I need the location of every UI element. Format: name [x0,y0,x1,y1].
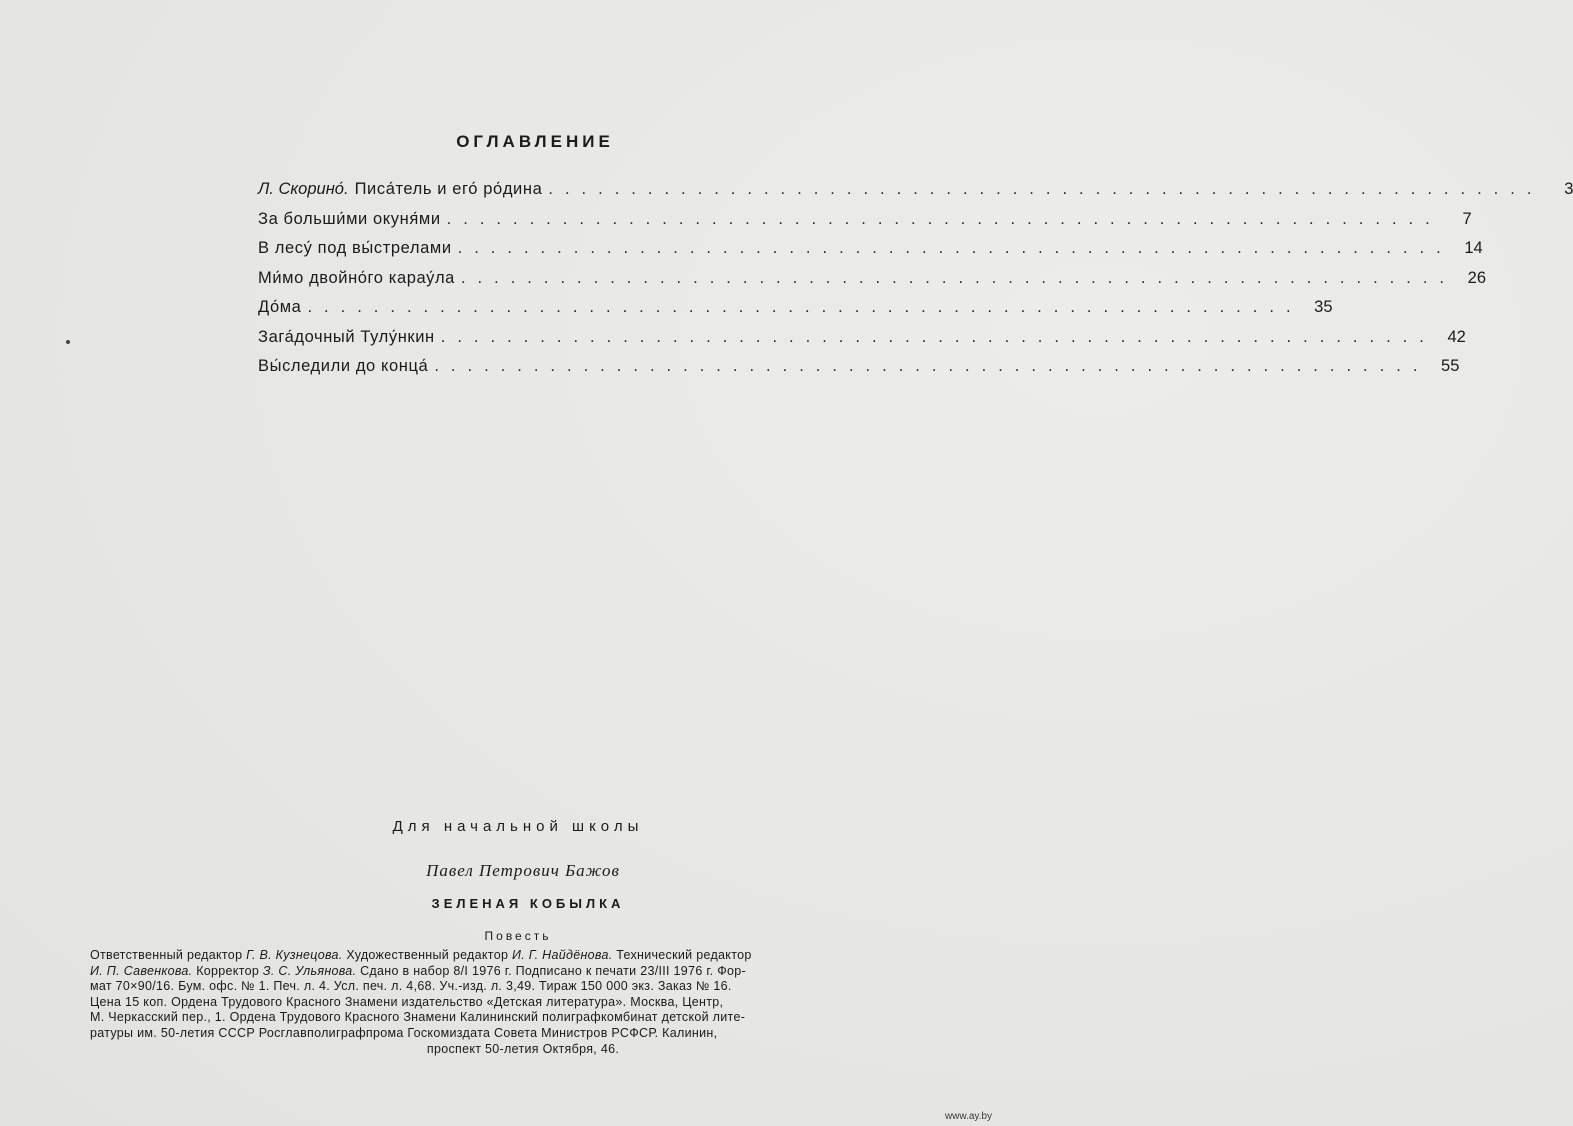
toc-entry-title: Вы́следили до конца́ [258,357,429,375]
toc-leader-dots: ............................................................ [460,268,1457,287]
toc-entry-page: 7 [1462,209,1472,228]
author-name: Павел Петрович Бажов [426,861,620,880]
imprint-line [90,979,956,995]
imprint-person-name: Г. В. Кузнецова. [246,948,343,962]
toc-entry-title: Ми́мо двойно́го карау́ла [258,268,455,287]
watermark: www.ay.by [944,1111,992,1122]
toc-heading: ОГЛАВЛЕНИЕ [456,132,614,151]
imprint-text: мат 70×90/16. Бум. офс. № 1. Печ. л. 4. Усл. печ. л. 4,68. Уч.-изд. л. 3,49. Тираж 150 000 экз. Заказ № 16. [90,979,732,994]
toc-entry-page: 42 [1447,327,1466,346]
imprint-text: Цена 15 коп. Ордена Трудового Красного Знамени издательство «Детская литература». Москва, Центр, [90,994,724,1009]
toc-entry-page: 55 [1441,357,1460,375]
toc-entry-page: 26 [1467,268,1487,287]
toc-entry-title: В лесу́ под вы́стрелами [258,239,452,257]
toc-entry-page: 14 [1464,239,1483,257]
toc-entry [258,327,1466,358]
toc-entry [258,209,1472,240]
toc-leader-dots: ............................................................ [440,327,1436,346]
imprint-line [90,1010,956,1026]
imprint-text: Корректор [192,963,263,978]
toc-leader-dots: ............................................................ [307,298,1303,316]
imprint-line [90,1042,956,1058]
toc-entry-title: До́ма [258,298,302,316]
imprint-text: Технический редактор [612,948,752,962]
imprint-text: Художественный редактор [342,948,512,962]
imprint-person-name: И. П. Савенкова. [90,963,193,978]
book-title: ЗЕЛЕНАЯ КОБЫЛКА [431,896,625,911]
ink-speck [66,340,70,344]
imprint-person-name: З. С. Ульянова. [262,963,357,978]
audience-line: Для начальной школы [392,818,644,835]
toc-entry [258,268,1487,299]
genre-label: Повесть [484,929,552,943]
table-of-contents [258,180,1573,387]
imprint-text: Ответственный редактор [90,948,247,962]
toc-leader-dots: ............................................................ [457,239,1453,257]
imprint-text: Сдано в набор 8/I 1976 г. Подписано к печати 23/III 1976 г. Фор- [356,963,746,978]
toc-entry [258,239,1483,269]
toc-entry-title: Писа́тель и его́ ро́дина [354,180,543,198]
imprint-person-name: И. Г. Найдёнова. [511,948,613,962]
toc-entry [258,298,1333,328]
imprint-line [90,964,956,980]
toc-leader-dots: ............................................................ [446,209,1442,228]
toc-entry-author: Л. Скорино́. [258,180,349,198]
imprint-text: проспект 50-летия Октября, 46. [426,1041,620,1056]
toc-entry-title: За больши́ми окуня́ми [258,209,441,228]
toc-entry-page: 35 [1314,298,1333,316]
toc-leader-dots: ............................................................ [434,357,1430,375]
toc-entry [258,357,1460,387]
imprint-block [90,948,956,1057]
imprint-text: М. Черкасский пер., 1. Ордена Трудового Красного Знамени Калининский полиграфкомбинат детской лите- [90,1010,746,1025]
toc-leader-dots: ............................................................ [548,180,1544,198]
imprint-line [90,948,956,964]
toc-entry-title: Зага́дочный Тулу́нкин [258,327,435,346]
imprint-line [90,995,956,1011]
toc-entry [258,180,1573,210]
toc-entry-page: 3 [1564,180,1573,198]
imprint-line [90,1026,956,1042]
imprint-text: ратуры им. 50-летия СССР Росглавполиграфпрома Госкомиздата Совета Министров РСФСР. Калинин, [90,1025,718,1040]
